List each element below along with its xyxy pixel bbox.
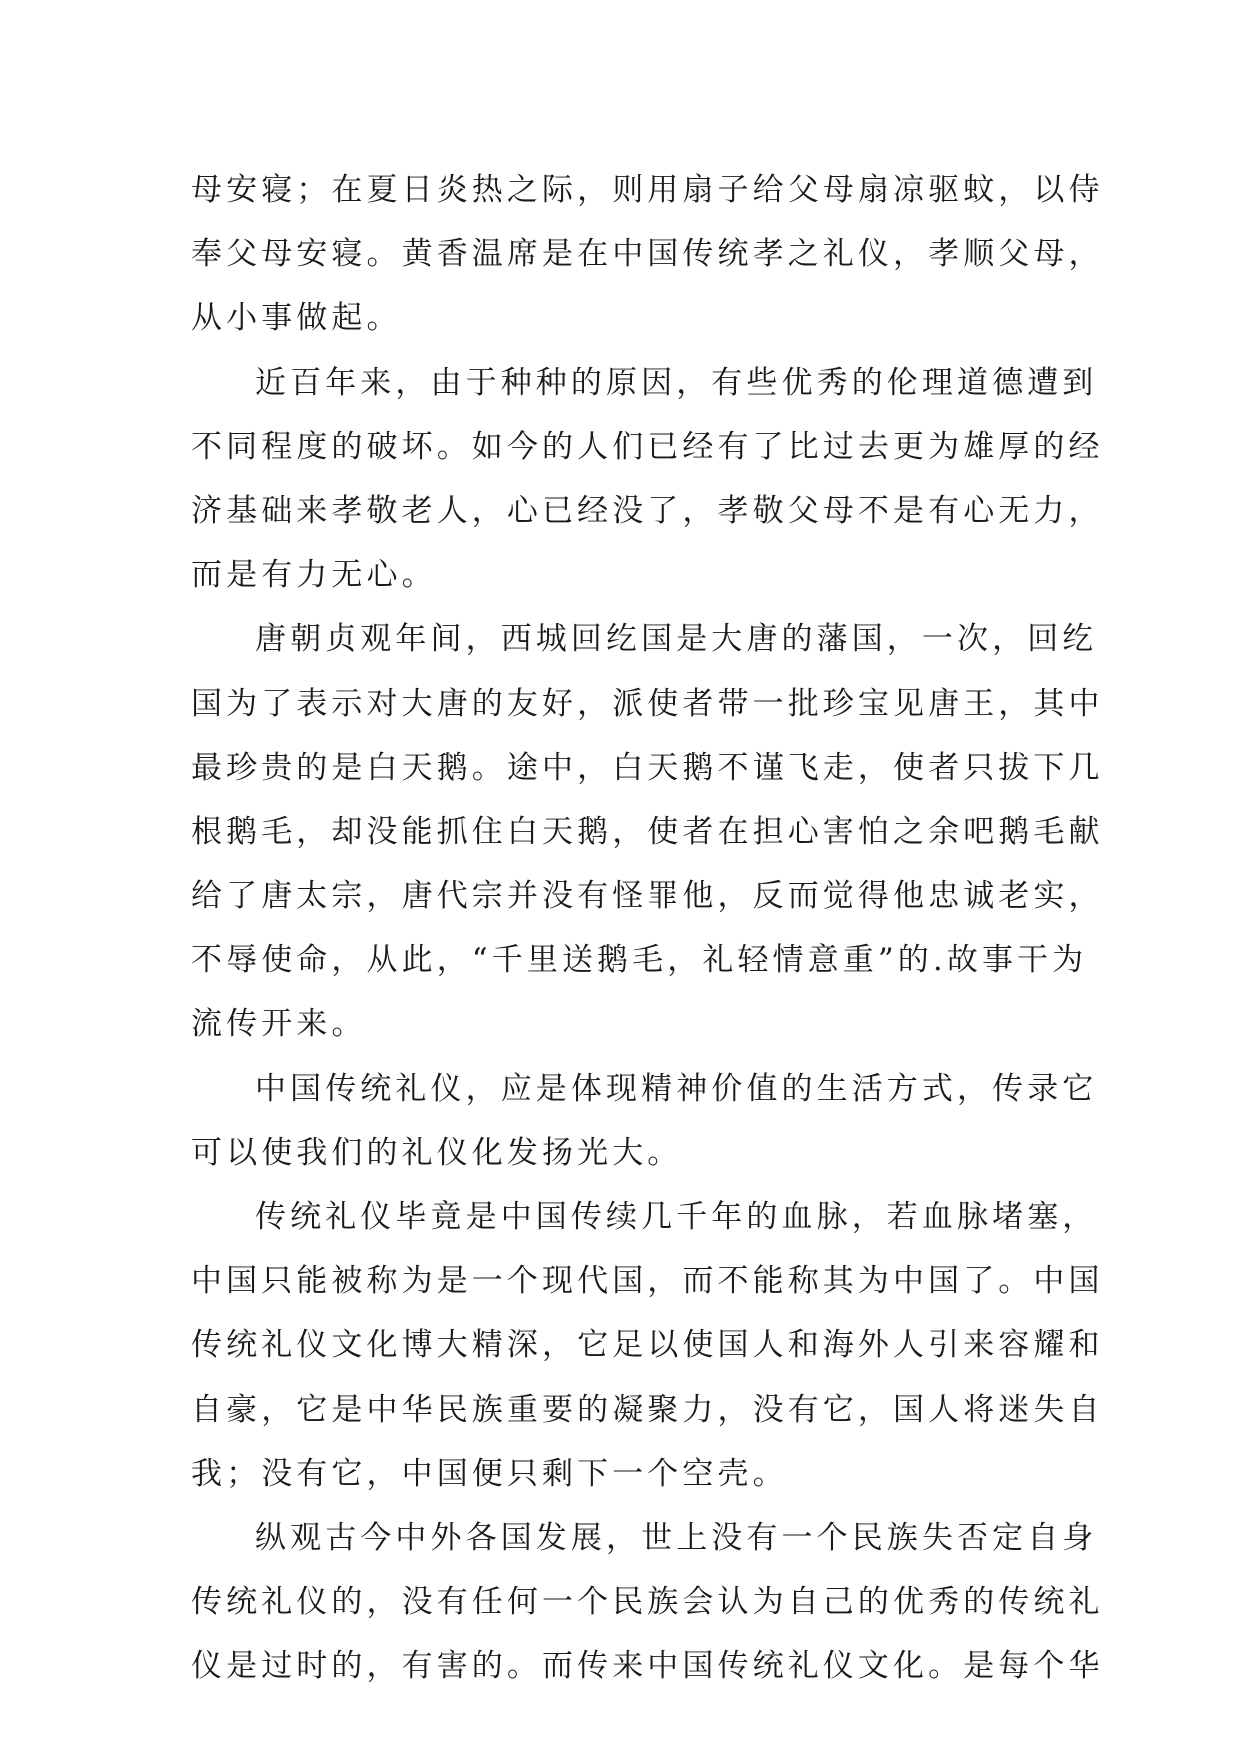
- text-line: 自豪，它是中华民族重要的凝聚力，没有它，国人将迷失自: [191, 1391, 1104, 1428]
- paragraph-first-line: 近百年来，由于种种的原因，有些优秀的伦理道德遭到: [255, 364, 1098, 401]
- paragraph-first-line: 传统礼仪毕竟是中国传续几千年的血脉，若血脉堵塞，: [255, 1199, 1098, 1235]
- text-line: 传统礼仪文化博大精深，它足以使国人和海外人引来容耀和: [191, 1327, 1104, 1364]
- text-line: 济基础来孝敬老人，心已经没了，孝敬父母不是有心无力，: [191, 492, 1104, 529]
- text-line: 传统礼仪的，没有任何一个民族会认为自己的优秀的传统礼: [191, 1584, 1104, 1621]
- paragraph-first-line: 中国传统礼仪，应是体现精神价值的生活方式，传录它: [255, 1070, 1098, 1107]
- text-line: 可以使我们的礼仪化发扬光大。: [191, 1134, 683, 1171]
- text-line: 奉父母安寝。黄香温席是在中国传统孝之礼仪，孝顺父母，: [191, 236, 1104, 273]
- paragraph-first-line: 唐朝贞观年间，西城回纥国是大唐的藩国，一次，回纥: [255, 621, 1098, 658]
- text-line: 根鹅毛，却没能抓住白天鹅，使者在担心害怕之余吧鹅毛献: [191, 813, 1104, 850]
- document-body: [191, 158, 1104, 1699]
- text-line: 最珍贵的是白天鹅。途中，白天鹅不谨飞走，使者只拔下几: [191, 749, 1104, 786]
- text-line: 母安寝；在夏日炎热之际，则用扇子给父母扇凉驱蚊，以侍: [191, 172, 1104, 208]
- text-line: 国为了表示对大唐的友好，派使者带一批珍宝见唐王，其中: [191, 685, 1104, 722]
- text-line: 不辱使命，从此，“千里送鹅毛，礼轻情意重”的.故事干为: [191, 942, 1088, 979]
- text-line: 而是有力无心。: [191, 557, 437, 594]
- text-line: 中国只能被称为是一个现代国，而不能称其为中国了。中国: [191, 1263, 1104, 1300]
- paragraph-first-line: 纵观古今中外各国发展，世上没有一个民族失否定自身: [255, 1519, 1098, 1556]
- text-line: 给了唐太宗，唐代宗并没有怪罪他，反而觉得他忠诚老实，: [191, 878, 1104, 915]
- text-line: 流传开来。: [191, 1006, 367, 1043]
- text-line: 从小事做起。: [191, 300, 402, 337]
- text-line: 不同程度的破坏。如今的人们已经有了比过去更为雄厚的经: [191, 428, 1104, 465]
- text-line: 我；没有它，中国便只剩下一个空壳。: [191, 1455, 788, 1492]
- text-line: 仪是过时的，有害的。而传来中国传统礼仪文化。是每个华: [191, 1648, 1104, 1685]
